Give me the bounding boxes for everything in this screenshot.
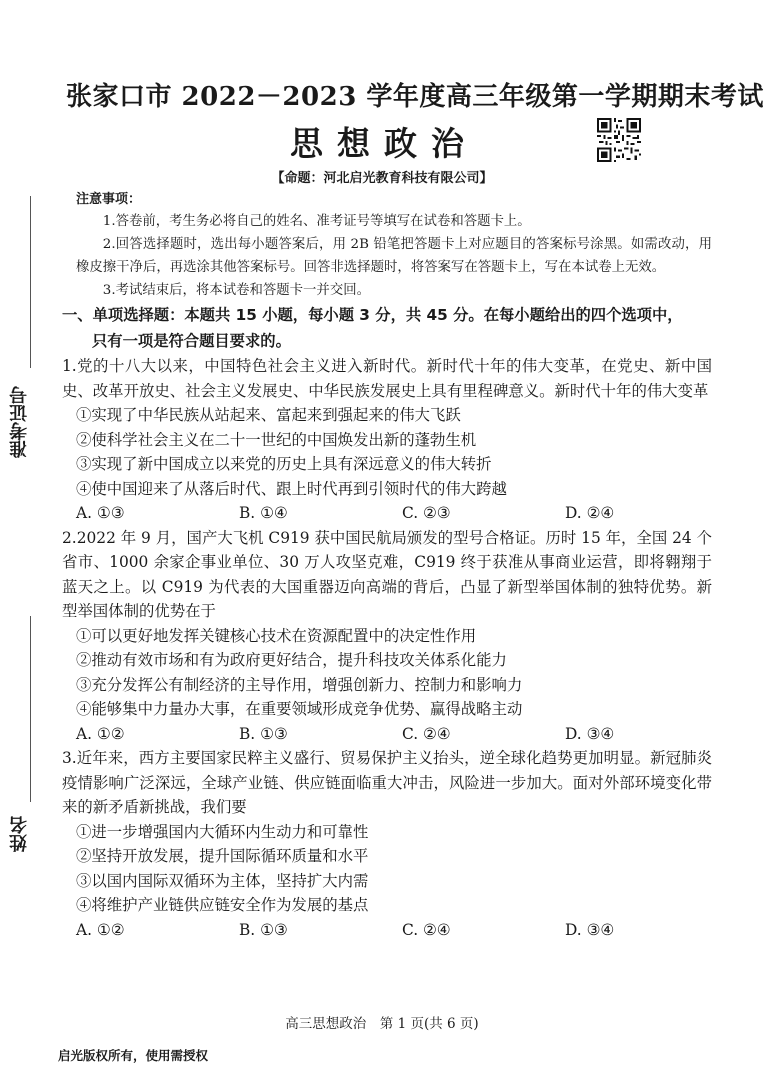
statement-option: ②坚持开放发展，提升国际循环质量和水平 [76, 847, 369, 865]
statement-option: ①可以更好地发挥关键核心技术在资源配置中的决定性作用 [76, 626, 477, 645]
exam-content [62, 188, 712, 942]
section-heading [62, 302, 712, 354]
name-label: 姓名 [9, 816, 30, 852]
choice-a: A. ①② [76, 920, 125, 939]
note-item: 3.考试结束后，将本试卷和答题卡一并交回。 [102, 283, 370, 298]
statement-option: ①实现了中华民族从站起来、富起来到强起来的伟大飞跃 [76, 406, 461, 424]
statement-option: ③实现了新中国成立以来党的历史上具有深远意义的伟大转折 [76, 455, 492, 473]
section-heading-line2: 只有一项是符合题目要求的。 [92, 332, 291, 350]
question-1 [62, 354, 712, 526]
choice-a: A. ①② [76, 724, 125, 743]
choice-b: B. ①③ [239, 920, 288, 939]
question-stem [62, 354, 712, 403]
note-item: 2.回答选择题时，选出每小题答案后，用 2B 铅笔把答题卡上对应题目的答案标号涂黑。如需改动，用橡皮擦干净后，再选涂其他答案标号。回答非选择题时，将答案写在答题卡上，写在本试卷上无效。 [76, 237, 712, 275]
choice-d: D. ③④ [565, 920, 615, 939]
question-text: 2022 年 9 月，国产大飞机 C919 获中国民航局颁发的型号合格证。历时 15 年，全国 24 个省市、1000 余家企事业单位、30 万人攻坚克难，C919 终于获准从事商业运营，即将翱翔于蓝天之上。以 C919 为代表的大国重器迈向高端的背后，凸显了新型举国体制的独特优势。新型举国体制的优势在于 [62, 528, 712, 620]
choice-d: D. ②④ [565, 504, 615, 522]
choice-c: C. ②③ [402, 504, 451, 522]
statement-option: ②推动有效市场和有为政府更好结合，提升科技攻关体系化能力 [76, 651, 507, 669]
answer-choices [76, 722, 712, 747]
question-stem [62, 746, 712, 820]
exam-title: 张家口市 2022－2023 学年度高三年级第一学期期末考试 [66, 82, 764, 112]
page-footer: 高三思想政治 第 1 页(共 6 页) [285, 1016, 479, 1032]
choice-b: B. ①④ [239, 504, 288, 522]
answer-choices [76, 918, 712, 943]
choice-b: B. ①③ [239, 724, 288, 743]
margin-line [30, 616, 31, 802]
question-3 [62, 746, 712, 942]
choice-c: C. ②④ [402, 724, 451, 743]
choice-d: D. ③④ [565, 724, 615, 743]
choice-c: C. ②④ [402, 920, 451, 939]
statement-option: ①进一步增强国内大循环内生动力和可靠性 [76, 822, 369, 841]
margin-line [30, 196, 31, 368]
statement-option: ④使中国迎来了从落后时代、跟上时代再到引领时代的伟大跨越 [76, 479, 507, 498]
question-2 [62, 526, 712, 747]
statement-option: ③以国内国际双循环为主体，坚持扩大内需 [76, 871, 369, 890]
question-stem [62, 526, 712, 624]
question-text: 近年来，西方主要国家民粹主义盛行、贸易保护主义抬头，逆全球化趋势更加明显。新冠肺炎疫情影响广泛深远，全球产业链、供应链面临重大冲击，风险进一步加大。面对外部环境变化带来的新矛盾新挑战，我们要 [62, 749, 712, 816]
note-item: 1.答卷前，考生务必将自己的姓名、准考证号等填写在试卷和答题卡上。 [102, 214, 531, 229]
ticket-number-label: 准考证号 [9, 386, 30, 458]
section-heading-line1: 一、单项选择题：本题共 15 小题，每小题 3 分，共 45 分。在每小题给出的四个选项中， [62, 306, 683, 324]
subject-title: 思想政治 [290, 124, 478, 163]
notes-title: 注意事项： [76, 192, 142, 207]
question-number: 2. [62, 528, 77, 547]
answer-choices [76, 501, 712, 526]
statement-option: ②使科学社会主义在二十一世纪的中国焕发出新的蓬勃生机 [76, 430, 477, 449]
question-text: 党的十八大以来，中国特色社会主义进入新时代。新时代十年的伟大变革，在党史、新中国史、改革开放史、社会主义发展史、中华民族发展史上具有里程碑意义。新时代十年的伟大变革 [62, 357, 712, 400]
qr-code-icon [597, 118, 641, 162]
copyright-notice: 启光版权所有，使用需授权 [58, 1048, 209, 1063]
statement-option: ④将维护产业链供应链安全作为发展的基点 [76, 896, 369, 914]
choice-a: A. ①③ [76, 504, 125, 522]
author-line: 【命题：河北启光教育科技有限公司】 [271, 171, 493, 186]
question-number: 3. [62, 749, 77, 767]
question-number: 1. [62, 357, 77, 375]
statement-option: ③充分发挥公有制经济的主导作用，增强创新力、控制力和影响力 [76, 675, 523, 694]
statement-option: ④能够集中力量办大事，在重要领域形成竞争优势、赢得战略主动 [76, 700, 523, 718]
